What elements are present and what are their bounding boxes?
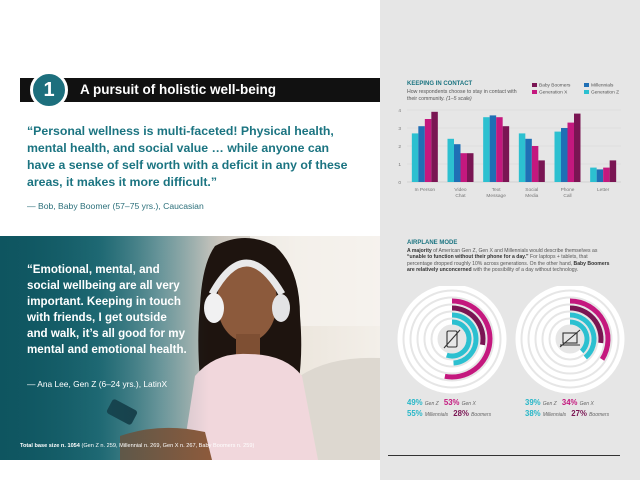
quote-bob-attribution: — Bob, Baby Boomer (57–75 yrs.), Caucasian: [27, 201, 204, 211]
section-number-badge: 1: [30, 71, 68, 109]
ap-text-b: For laptops + tablets, that percentage dropped roughly 10% across generations. On the other hand,: [407, 254, 588, 267]
phone-stats-row-2: [407, 409, 494, 420]
legend-item-millennials: [584, 83, 613, 89]
laptop-crossed-icon: [560, 330, 580, 347]
bar-millennials: [597, 169, 604, 182]
x-tick-label: In Person: [414, 188, 436, 193]
bar-baby-boomers: [538, 160, 545, 182]
bar-generation-z: [412, 133, 419, 182]
base-size-rest: (Gen Z n. 259, Millennial n. 269, Gen X n. 267, Baby Boomers n. 259): [79, 443, 255, 449]
bottom-rule: [388, 455, 620, 456]
ap-quote: “unable to function without their phone for a day.”: [407, 254, 529, 261]
section-title: A pursuit of holistic well-being: [80, 82, 277, 97]
quote-bob: “Personal wellness is multi-faceted! Physical health, mental health, and social value … while anyone can have a sense of self worth with a deficit in any of these areas, it makes it more difficult.”: [27, 124, 348, 189]
y-tick-label: 1: [398, 162, 401, 168]
airplane-mode-donuts: [390, 286, 630, 396]
laptop-genx-pct: 34%: [561, 398, 578, 407]
y-tick-label: 0: [398, 180, 401, 186]
bar-millennials: [525, 139, 532, 182]
x-tick-label: Social: [525, 188, 539, 193]
legend-label-baby-boomers: Baby Boomers: [539, 83, 571, 89]
keeping-in-contact-bar-chart: [385, 106, 625, 218]
quote-ana-attribution: — Ana Lee, Gen Z (6–24 yrs.), LatinX: [27, 379, 168, 389]
laptop-stats-row-1: [525, 398, 612, 409]
laptop-millennials-label: Millennials: [542, 412, 567, 418]
legend-label-gen-z: Generation Z: [591, 90, 619, 96]
bar-baby-boomers: [574, 114, 581, 182]
phone-millennials-pct: 55%: [407, 409, 423, 418]
x-tick-label: Media: [525, 194, 539, 199]
base-size-note: [20, 443, 254, 449]
bar-baby-boomers: [503, 126, 510, 182]
x-tick-label: Letter: [597, 188, 610, 193]
bar-millennials: [454, 144, 461, 182]
bar-generation-x: [532, 146, 539, 182]
x-tick-label: Call: [563, 194, 572, 199]
laptop-stats-row-2: [525, 409, 612, 420]
laptop-genz-label: Gen Z: [542, 401, 557, 407]
ap-bold-majority: A majority: [407, 248, 432, 254]
phone-boomers-pct: 28%: [453, 409, 469, 418]
bar-generation-z: [590, 168, 597, 182]
quote-ana: “Emotional, mental, and social wellbeing are all very important. Keeping in touch with friends, I get outside and walk, it’s all good for my mental and emotional health.: [27, 263, 187, 356]
legend-swatch-millennials: [584, 83, 589, 87]
phone-genx-pct: 53%: [443, 398, 460, 407]
laptop-boomers-label: Boomers: [589, 412, 610, 418]
x-tick-label: Phone: [560, 188, 575, 193]
keeping-in-contact-title: KEEPING IN CONTACT: [407, 81, 473, 87]
bar-baby-boomers: [467, 153, 474, 182]
kic-subtitle-text: How respondents choose to stay in contact with their community.: [407, 89, 517, 102]
bar-millennials: [561, 128, 568, 182]
bar-millennials: [490, 115, 497, 182]
bar-generation-x: [496, 117, 503, 182]
bar-generation-z: [448, 139, 455, 182]
laptop-genx-label: Gen X: [579, 401, 594, 407]
phone-crossed-icon: [444, 330, 460, 348]
laptop-boomers-pct: 27%: [571, 409, 587, 418]
laptop-stats: [525, 398, 612, 420]
bar-millennials: [418, 126, 425, 182]
kic-scale-note: (1–5 scale): [446, 95, 472, 102]
phone-stats: [407, 398, 494, 420]
x-tick-label: Text: [491, 188, 501, 193]
bar-generation-z: [519, 133, 526, 182]
ap-bold-boomers: Baby Boomers are relatively unconcerned: [407, 260, 610, 274]
phone-millennials-label: Millennials: [424, 412, 449, 418]
bar-generation-x: [425, 119, 432, 182]
ap-text-c: with the possibility of a day without technology.: [471, 267, 579, 274]
donut-arc-phone-millennials: [447, 322, 469, 356]
legend-label-millennials: Millennials: [591, 83, 614, 89]
legend-swatch-baby-boomers: [532, 83, 537, 87]
legend-item-gen-x: [532, 90, 567, 96]
laptop-millennials-pct: 38%: [525, 409, 541, 418]
y-tick-label: 2: [398, 144, 401, 150]
phone-genx-label: Gen X: [461, 401, 476, 407]
legend-label-gen-x: Generation X: [539, 90, 568, 96]
bar-baby-boomers: [431, 112, 438, 182]
legend-swatch-gen-z: [584, 90, 589, 94]
phone-stats-row-1: [407, 398, 494, 409]
bar-generation-x: [603, 168, 610, 182]
phone-genz-pct: 49%: [407, 398, 423, 407]
legend-swatch-gen-x: [532, 90, 537, 94]
bar-generation-z: [555, 132, 562, 182]
y-tick-label: 3: [398, 126, 401, 132]
airplane-mode-title: AIRPLANE MODE: [407, 240, 458, 246]
bar-generation-x: [568, 123, 575, 182]
legend-item-baby-boomers: [532, 83, 570, 89]
x-tick-label: Message: [486, 194, 506, 199]
laptop-genz-pct: 39%: [525, 398, 541, 407]
y-tick-label: 4: [398, 108, 401, 114]
bar-generation-z: [483, 117, 490, 182]
phone-genz-label: Gen Z: [424, 401, 439, 407]
x-tick-label: Chat: [455, 194, 466, 199]
bar-generation-x: [461, 153, 468, 182]
phone-boomers-label: Boomers: [471, 412, 492, 418]
base-size-bold: Total base size n. 1054: [20, 443, 80, 449]
legend-item-gen-z: [584, 90, 619, 96]
bar-baby-boomers: [610, 160, 617, 182]
x-tick-label: Video: [454, 188, 467, 193]
keeping-in-contact-subtitle: [407, 89, 517, 102]
ap-text-a: of American Gen Z, Gen X and Millennials would describe themselves as: [431, 248, 598, 254]
airplane-mode-text: [407, 248, 612, 274]
